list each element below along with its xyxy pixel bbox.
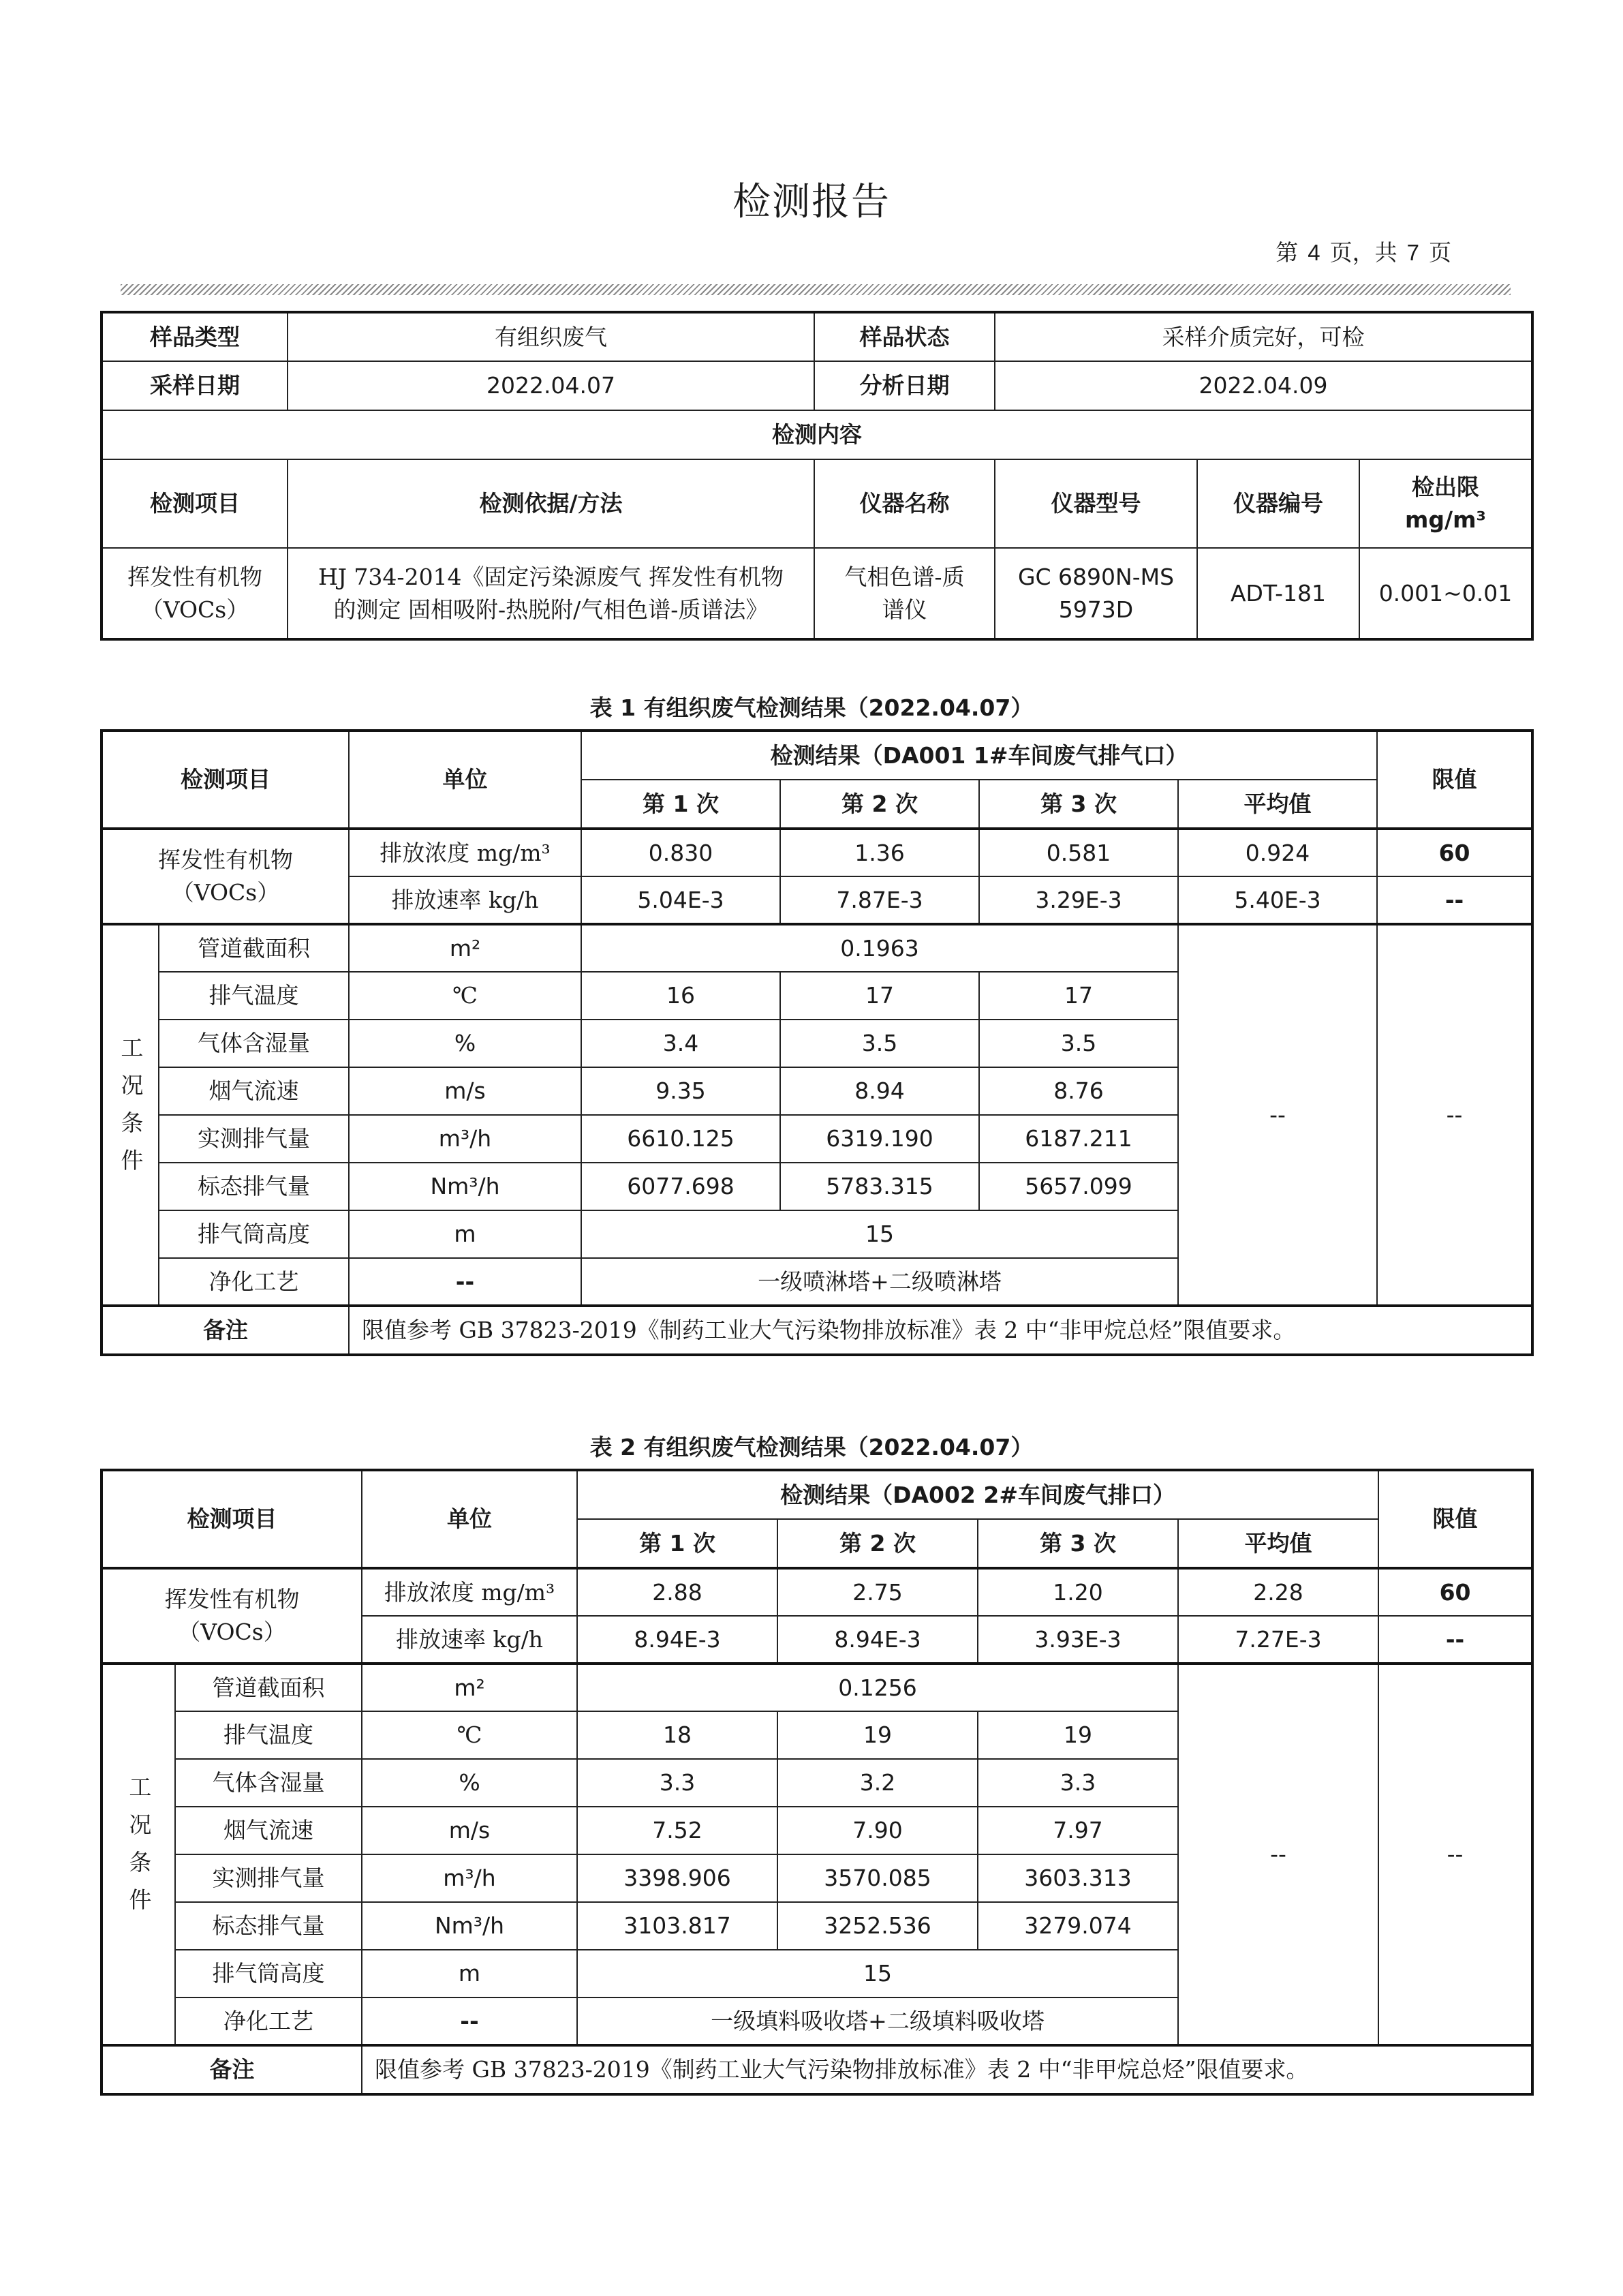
t1-conc-label: 排放浓度 mg/m³	[349, 829, 581, 876]
table-cell: 5.04E-3	[581, 876, 780, 924]
t2-run2: 第 2 次	[777, 1519, 978, 1568]
table-cell: 3.5	[979, 1020, 1178, 1067]
table-cell: 8.76	[979, 1067, 1178, 1115]
t2-run1: 第 1 次	[577, 1519, 777, 1568]
sampling-date-value: 2022.04.07	[288, 361, 814, 410]
table-cell: 1.36	[780, 829, 979, 876]
table-cell: 7.27E-3	[1178, 1616, 1378, 1664]
header-divider	[121, 284, 1511, 295]
t2-unit-height: m	[362, 1950, 577, 1997]
t2-col-unit: 单位	[362, 1470, 577, 1568]
table-cell: 3.4	[581, 1020, 780, 1067]
t1-unit-temp: ℃	[349, 972, 581, 1020]
t2-cond-avg: --	[1178, 1664, 1378, 2045]
table-cell: 3.3	[978, 1759, 1178, 1807]
table-cell: 0.830	[581, 829, 780, 876]
col-method: 检测依据/方法	[288, 459, 814, 548]
t1-param-proc: 净化工艺	[159, 1258, 349, 1306]
t1-col-item: 检测项目	[102, 731, 349, 829]
current-page: 4	[1308, 240, 1320, 265]
t1-process-value: 一级喷淋塔+二级喷淋塔	[581, 1258, 1178, 1306]
table-cell: 7.97	[978, 1807, 1178, 1854]
col-model: 仪器型号	[995, 459, 1197, 548]
t2-param-flow: 实测排气量	[175, 1854, 362, 1902]
table-cell: 2.28	[1178, 1568, 1378, 1616]
t1-col-limit: 限值	[1377, 731, 1532, 829]
t1-unit-height: m	[349, 1210, 581, 1258]
page-indicator: 第 4 页，共 7 页	[1276, 239, 1451, 266]
t1-unit-std: Nm³/h	[349, 1163, 581, 1210]
table-cell: 3.3	[577, 1759, 777, 1807]
table-cell: 3279.074	[978, 1902, 1178, 1950]
table-cell: 2.75	[777, 1568, 978, 1616]
t1-unit-proc: --	[349, 1258, 581, 1306]
table-cell: 3570.085	[777, 1854, 978, 1902]
table-cell: 17	[979, 972, 1178, 1020]
table-cell: 7.87E-3	[780, 876, 979, 924]
instrument-model: GC 6890N-MS 5973D	[995, 548, 1197, 639]
t1-avg: 平均值	[1178, 780, 1377, 829]
table-cell: 3103.817	[577, 1902, 777, 1950]
table-cell: 6187.211	[979, 1115, 1178, 1163]
t2-voc-item: 挥发性有机物 （VOCs）	[102, 1568, 362, 1664]
table2-caption: 表 2 有组织废气检测结果（2022.04.07）	[589, 1434, 1034, 1460]
table-cell: 6077.698	[581, 1163, 780, 1210]
t2-cond-limit: --	[1378, 1664, 1532, 2045]
t1-remark-text: 限值参考 GB 37823-2019《制药工业大气污染物排放标准》表 2 中“非甲烷总烃”限值要求。	[349, 1306, 1532, 1355]
t1-col-unit: 单位	[349, 731, 581, 829]
t1-run2: 第 2 次	[780, 780, 979, 829]
t1-height-value: 15	[581, 1210, 1178, 1258]
t1-cond-label: 工况条件	[102, 924, 159, 1306]
t1-run3: 第 3 次	[979, 780, 1178, 829]
t1-param-temp: 排气温度	[159, 972, 349, 1020]
t2-param-proc: 净化工艺	[175, 1997, 362, 2045]
sample-state-label: 样品状态	[814, 312, 995, 361]
table-cell: 16	[581, 972, 780, 1020]
t2-unit-flow: m³/h	[362, 1854, 577, 1902]
t1-voc-item: 挥发性有机物 （VOCs）	[102, 829, 349, 924]
t1-unit-area: m²	[349, 924, 581, 972]
t1-param-moist: 气体含湿量	[159, 1020, 349, 1067]
instrument-name: 气相色谱-质 谱仪	[814, 548, 995, 639]
col-serial: 仪器编号	[1197, 459, 1359, 548]
table-cell: 5657.099	[979, 1163, 1178, 1210]
table-cell: 3.93E-3	[978, 1616, 1178, 1664]
t1-rate-limit: --	[1377, 876, 1532, 924]
detection-limit: 0.001~0.01	[1359, 548, 1532, 639]
t2-remark-text: 限值参考 GB 37823-2019《制药工业大气污染物排放标准》表 2 中“非甲烷总烃”限值要求。	[362, 2045, 1532, 2094]
t2-rate-label: 排放速率 kg/h	[362, 1616, 577, 1664]
table-cell: 7.90	[777, 1807, 978, 1854]
t1-param-std: 标态排气量	[159, 1163, 349, 1210]
t2-conc-label: 排放浓度 mg/m³	[362, 1568, 577, 1616]
t2-col-limit: 限值	[1378, 1470, 1532, 1568]
total-pages: 7	[1406, 240, 1419, 265]
table-cell: 3603.313	[978, 1854, 1178, 1902]
t2-unit-std: Nm³/h	[362, 1902, 577, 1950]
t1-unit-moist: %	[349, 1020, 581, 1067]
table-cell: 8.94E-3	[577, 1616, 777, 1664]
t2-unit-temp: ℃	[362, 1711, 577, 1759]
t2-height-value: 15	[577, 1950, 1178, 1997]
results-table-2	[100, 1469, 1534, 2096]
sampling-date-label: 采样日期	[102, 361, 288, 410]
t1-rate-label: 排放速率 kg/h	[349, 876, 581, 924]
t1-param-flow: 实测排气量	[159, 1115, 349, 1163]
t1-unit-vel: m/s	[349, 1067, 581, 1115]
table-cell: 3.29E-3	[979, 876, 1178, 924]
table-cell: 3398.906	[577, 1854, 777, 1902]
method-text: HJ 734-2014《固定污染源废气 挥发性有机物 的测定 固相吸附-热脱附/气相色谱-质谱法》	[288, 548, 814, 639]
col-item: 检测项目	[102, 459, 288, 548]
t2-param-moist: 气体含湿量	[175, 1759, 362, 1807]
voc-item: 挥发性有机物 （VOCs）	[102, 548, 288, 639]
t2-unit-moist: %	[362, 1759, 577, 1807]
t2-rate-limit: --	[1378, 1616, 1532, 1664]
table-cell: 17	[780, 972, 979, 1020]
instrument-serial: ADT-181	[1197, 548, 1359, 639]
t1-cond-limit: --	[1377, 924, 1532, 1306]
t2-remark-label: 备注	[102, 2045, 362, 2094]
analysis-date-label: 分析日期	[814, 361, 995, 410]
t2-result-header: 检测结果（DA002 2#车间废气排口）	[577, 1470, 1378, 1519]
table-cell: 0.924	[1178, 829, 1377, 876]
t1-remark-label: 备注	[102, 1306, 349, 1355]
table-cell: 5783.315	[780, 1163, 979, 1210]
report-title: 检测报告	[732, 180, 891, 224]
table-cell: 8.94E-3	[777, 1616, 978, 1664]
t1-param-height: 排气筒高度	[159, 1210, 349, 1258]
table-cell: 6610.125	[581, 1115, 780, 1163]
sample-state-value: 采样介质完好，可检	[995, 312, 1532, 361]
results-table-1	[100, 729, 1534, 1356]
t2-col-item: 检测项目	[102, 1470, 362, 1568]
t2-unit-proc: --	[362, 1997, 577, 2045]
analysis-date-value: 2022.04.09	[995, 361, 1532, 410]
t1-unit-flow: m³/h	[349, 1115, 581, 1163]
t2-unit-vel: m/s	[362, 1807, 577, 1854]
table-cell: 18	[577, 1711, 777, 1759]
t2-conc-limit: 60	[1378, 1568, 1532, 1616]
t2-avg: 平均值	[1178, 1519, 1378, 1568]
t2-param-vel: 烟气流速	[175, 1807, 362, 1854]
table1-caption: 表 1 有组织废气检测结果（2022.04.07）	[589, 694, 1034, 721]
table-cell: 7.52	[577, 1807, 777, 1854]
t1-area-value: 0.1963	[581, 924, 1178, 972]
t2-run3: 第 3 次	[978, 1519, 1178, 1568]
t1-conc-limit: 60	[1377, 829, 1532, 876]
table-cell: 0.581	[979, 829, 1178, 876]
t2-param-area: 管道截面积	[175, 1664, 362, 1711]
table-cell: 3252.536	[777, 1902, 978, 1950]
table-cell: 2.88	[577, 1568, 777, 1616]
col-instrument: 仪器名称	[814, 459, 995, 548]
table-cell: 8.94	[780, 1067, 979, 1115]
table-cell: 3.2	[777, 1759, 978, 1807]
t1-result-header: 检测结果（DA001 1#车间废气排气口）	[581, 731, 1377, 780]
t2-param-height: 排气筒高度	[175, 1950, 362, 1997]
content-heading: 检测内容	[102, 410, 1532, 459]
table-cell: 6319.190	[780, 1115, 979, 1163]
t2-cond-label: 工况条件	[102, 1664, 175, 2045]
table-cell: 19	[978, 1711, 1178, 1759]
sample-type-value: 有组织废气	[288, 312, 814, 361]
table-cell: 19	[777, 1711, 978, 1759]
sample-type-label: 样品类型	[102, 312, 288, 361]
t2-param-temp: 排气温度	[175, 1711, 362, 1759]
t1-cond-avg: --	[1178, 924, 1377, 1306]
t2-area-value: 0.1256	[577, 1664, 1178, 1711]
col-limit: 检出限 mg/m³	[1359, 459, 1532, 548]
t2-process-value: 一级填料吸收塔+二级填料吸收塔	[577, 1997, 1178, 2045]
t1-param-area: 管道截面积	[159, 924, 349, 972]
t1-param-vel: 烟气流速	[159, 1067, 349, 1115]
table-cell: 3.5	[780, 1020, 979, 1067]
t2-unit-area: m²	[362, 1664, 577, 1711]
table-cell: 1.20	[978, 1568, 1178, 1616]
t1-run1: 第 1 次	[581, 780, 780, 829]
table-cell: 9.35	[581, 1067, 780, 1115]
sample-info-table	[100, 311, 1534, 641]
t2-param-std: 标态排气量	[175, 1902, 362, 1950]
table-cell: 5.40E-3	[1178, 876, 1377, 924]
